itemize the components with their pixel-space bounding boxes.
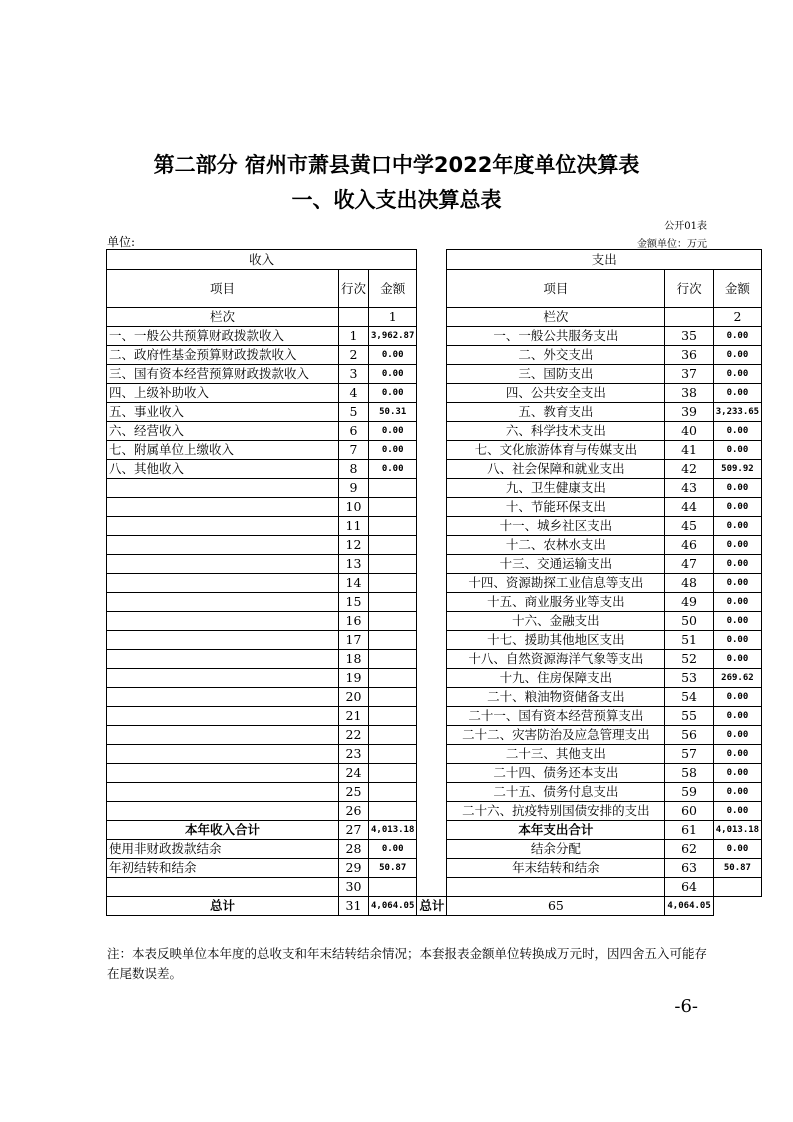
income-item: 本年收入合计 <box>107 821 339 840</box>
expense-amount: 4,013.18 <box>713 821 761 840</box>
expense-item: 二十三、其他支出 <box>447 745 665 764</box>
income-row-no: 11 <box>339 517 369 536</box>
income-row-no: 7 <box>339 441 369 460</box>
income-item <box>107 669 339 688</box>
budget-summary-table <box>106 249 762 916</box>
expense-item: 二、外交支出 <box>447 346 665 365</box>
income-amount <box>369 783 417 802</box>
income-row-no: 13 <box>339 555 369 574</box>
expense-item: 十三、交通运输支出 <box>447 555 665 574</box>
income-item: 总计 <box>107 897 339 916</box>
expense-row-no: 51 <box>665 631 713 650</box>
expense-row-no: 40 <box>665 422 713 441</box>
expense-row-no: 43 <box>665 479 713 498</box>
page-number: -6- <box>674 996 698 1017</box>
income-row-no: 17 <box>339 631 369 650</box>
expense-amount: 0.00 <box>713 365 761 384</box>
expense-amount: 0.00 <box>713 479 761 498</box>
income-item <box>107 707 339 726</box>
expense-item: 五、教育支出 <box>447 403 665 422</box>
income-row-no: 10 <box>339 498 369 517</box>
income-row-no: 18 <box>339 650 369 669</box>
expense-item: 一、一般公共服务支出 <box>447 327 665 346</box>
income-row-no: 2 <box>339 346 369 365</box>
income-amount <box>369 726 417 745</box>
expense-amount: 0.00 <box>713 612 761 631</box>
income-item <box>107 555 339 574</box>
expense-amount-header: 金额 <box>713 270 761 308</box>
income-amount <box>369 631 417 650</box>
income-amount <box>369 574 417 593</box>
expense-row-no: 59 <box>665 783 713 802</box>
income-item <box>107 783 339 802</box>
income-amount: 0.00 <box>369 384 417 403</box>
expense-row-no: 56 <box>665 726 713 745</box>
expense-amount: 3,233.65 <box>713 403 761 422</box>
income-amount <box>369 688 417 707</box>
income-amount: 4,064.05 <box>369 897 417 916</box>
expense-row-no: 58 <box>665 764 713 783</box>
income-row-no: 23 <box>339 745 369 764</box>
expense-col-seq: 栏次 <box>447 308 665 327</box>
income-item <box>107 593 339 612</box>
income-row-no: 14 <box>339 574 369 593</box>
income-row-no: 5 <box>339 403 369 422</box>
income-amount: 0.00 <box>369 346 417 365</box>
income-amount: 0.00 <box>369 460 417 479</box>
income-amount <box>369 878 417 897</box>
income-rowno-empty <box>339 308 369 327</box>
income-row-no: 27 <box>339 821 369 840</box>
expense-row-no: 38 <box>665 384 713 403</box>
expense-item: 十九、住房保障支出 <box>447 669 665 688</box>
income-item: 三、国有资本经营预算财政拨款收入 <box>107 365 339 384</box>
income-row-no: 20 <box>339 688 369 707</box>
expense-row-no: 63 <box>665 859 713 878</box>
income-row-no: 19 <box>339 669 369 688</box>
expense-item: 本年支出合计 <box>447 821 665 840</box>
income-item-header: 项目 <box>107 270 339 308</box>
expense-row-no: 42 <box>665 460 713 479</box>
income-amount: 0.00 <box>369 840 417 859</box>
income-row-no: 22 <box>339 726 369 745</box>
expense-amount: 509.92 <box>713 460 761 479</box>
expense-rowno-header: 行次 <box>665 270 713 308</box>
expense-amount: 0.00 <box>713 707 761 726</box>
income-amount <box>369 669 417 688</box>
expense-item: 十八、自然资源海洋气象等支出 <box>447 650 665 669</box>
expense-amount: 0.00 <box>713 650 761 669</box>
income-item: 四、上级补助收入 <box>107 384 339 403</box>
expense-item: 十一、城乡社区支出 <box>447 517 665 536</box>
table-title: 一、收入支出决算总表 <box>291 188 502 212</box>
expense-amount: 0.00 <box>713 555 761 574</box>
expense-amount: 0.00 <box>713 384 761 403</box>
income-row-no: 29 <box>339 859 369 878</box>
expense-item: 二十六、抗疫特别国债安排的支出 <box>447 802 665 821</box>
expense-rowno-empty <box>665 308 713 327</box>
expense-header: 支出 <box>447 250 762 270</box>
income-row-no: 21 <box>339 707 369 726</box>
income-row-no: 3 <box>339 365 369 384</box>
amount-unit: 金额单位：万元 <box>637 239 707 250</box>
income-row-no: 1 <box>339 327 369 346</box>
expense-amount: 0.00 <box>713 745 761 764</box>
income-row-no: 28 <box>339 840 369 859</box>
income-row-no: 6 <box>339 422 369 441</box>
income-item <box>107 745 339 764</box>
income-item <box>107 517 339 536</box>
income-item: 六、经营收入 <box>107 422 339 441</box>
expense-item: 二十、粮油物资储备支出 <box>447 688 665 707</box>
income-item <box>107 479 339 498</box>
income-amount <box>369 650 417 669</box>
expense-amount: 0.00 <box>713 346 761 365</box>
income-amount-header: 金额 <box>369 270 417 308</box>
income-amount <box>369 745 417 764</box>
expense-amount: 0.00 <box>713 783 761 802</box>
income-col-seq: 栏次 <box>107 308 339 327</box>
expense-amount: 4,064.05 <box>665 897 713 916</box>
income-item <box>107 650 339 669</box>
expense-row-no: 53 <box>665 669 713 688</box>
income-item <box>107 498 339 517</box>
footnote: 注：本表反映单位本年度的总收支和年末结转结余情况；本套报表金额单位转换成万元时，因四舍五入可能存在尾数误差。 <box>107 946 708 981</box>
expense-amount: 0.00 <box>713 726 761 745</box>
expense-amount: 0.00 <box>713 441 761 460</box>
expense-row-no: 55 <box>665 707 713 726</box>
income-amount <box>369 555 417 574</box>
income-item <box>107 688 339 707</box>
income-amount <box>369 612 417 631</box>
expense-item: 六、科学技术支出 <box>447 422 665 441</box>
income-amount: 0.00 <box>369 441 417 460</box>
expense-row-no: 54 <box>665 688 713 707</box>
income-amount <box>369 764 417 783</box>
income-item <box>107 536 339 555</box>
income-item: 使用非财政拨款结余 <box>107 840 339 859</box>
expense-row-no: 62 <box>665 840 713 859</box>
income-amount: 50.31 <box>369 403 417 422</box>
income-row-no: 31 <box>339 897 369 916</box>
expense-row-no: 41 <box>665 441 713 460</box>
income-item: 年初结转和结余 <box>107 859 339 878</box>
income-rowno-header: 行次 <box>339 270 369 308</box>
expense-item: 四、公共安全支出 <box>447 384 665 403</box>
expense-row-no: 49 <box>665 593 713 612</box>
expense-row-no: 64 <box>665 878 713 897</box>
expense-amount: 0.00 <box>713 802 761 821</box>
expense-item: 三、国防支出 <box>447 365 665 384</box>
income-amount: 50.87 <box>369 859 417 878</box>
income-item <box>107 802 339 821</box>
income-item: 一、一般公共预算财政拨款收入 <box>107 327 339 346</box>
income-item <box>107 878 339 897</box>
income-row-no: 12 <box>339 536 369 555</box>
expense-item: 七、文化旅游体育与传媒支出 <box>447 441 665 460</box>
expense-amount: 0.00 <box>713 536 761 555</box>
expense-row-no: 61 <box>665 821 713 840</box>
unit-label: 单位: <box>107 235 136 249</box>
expense-row-no: 46 <box>665 536 713 555</box>
income-row-no: 15 <box>339 593 369 612</box>
income-item <box>107 574 339 593</box>
income-amount <box>369 479 417 498</box>
income-item: 五、事业收入 <box>107 403 339 422</box>
expense-row-no: 52 <box>665 650 713 669</box>
expense-row-no: 60 <box>665 802 713 821</box>
income-row-no: 26 <box>339 802 369 821</box>
expense-item: 二十五、债务付息支出 <box>447 783 665 802</box>
expense-item: 十七、援助其他地区支出 <box>447 631 665 650</box>
expense-item-header: 项目 <box>447 270 665 308</box>
expense-amount: 50.87 <box>713 859 761 878</box>
expense-row-no: 57 <box>665 745 713 764</box>
expense-item: 二十一、国有资本经营预算支出 <box>447 707 665 726</box>
expense-amount: 0.00 <box>713 422 761 441</box>
expense-item: 十六、金融支出 <box>447 612 665 631</box>
income-item <box>107 726 339 745</box>
income-item <box>107 612 339 631</box>
expense-row-no: 36 <box>665 346 713 365</box>
income-item <box>107 631 339 650</box>
column-gap <box>417 250 447 897</box>
expense-amount: 0.00 <box>713 498 761 517</box>
expense-amount: 0.00 <box>713 631 761 650</box>
income-row-no: 25 <box>339 783 369 802</box>
income-amount: 0.00 <box>369 365 417 384</box>
page-title: 第二部分 宿州市萧县黄口中学2022年度单位决算表 <box>153 153 640 177</box>
expense-item: 九、卫生健康支出 <box>447 479 665 498</box>
income-header: 收入 <box>107 250 417 270</box>
income-row-no: 4 <box>339 384 369 403</box>
expense-row-no: 39 <box>665 403 713 422</box>
income-row-no: 24 <box>339 764 369 783</box>
income-amount <box>369 593 417 612</box>
income-amount <box>369 517 417 536</box>
expense-row-no: 44 <box>665 498 713 517</box>
income-amount <box>369 707 417 726</box>
income-amount: 4,013.18 <box>369 821 417 840</box>
expense-amount: 0.00 <box>713 593 761 612</box>
expense-amount: 0.00 <box>713 688 761 707</box>
expense-amount: 0.00 <box>713 327 761 346</box>
expense-row-no: 37 <box>665 365 713 384</box>
expense-amount: 269.62 <box>713 669 761 688</box>
income-row-no: 9 <box>339 479 369 498</box>
expense-item: 年末结转和结余 <box>447 859 665 878</box>
income-amount: 0.00 <box>369 422 417 441</box>
income-item: 八、其他收入 <box>107 460 339 479</box>
income-col-1: 1 <box>369 308 417 327</box>
table-row <box>107 897 762 916</box>
income-amount <box>369 802 417 821</box>
expense-row-no: 48 <box>665 574 713 593</box>
income-amount <box>369 536 417 555</box>
income-item <box>107 764 339 783</box>
expense-row-no: 50 <box>665 612 713 631</box>
expense-amount: 0.00 <box>713 840 761 859</box>
income-item: 二、政府性基金预算财政拨款收入 <box>107 346 339 365</box>
income-amount: 3,962.87 <box>369 327 417 346</box>
expense-amount: 0.00 <box>713 764 761 783</box>
expense-item: 十五、商业服务业等支出 <box>447 593 665 612</box>
expense-item: 八、社会保障和就业支出 <box>447 460 665 479</box>
expense-amount <box>713 878 761 897</box>
expense-item: 十、节能环保支出 <box>447 498 665 517</box>
expense-item: 十四、资源勘探工业信息等支出 <box>447 574 665 593</box>
form-number: 公开01表 <box>664 221 707 232</box>
expense-item: 结余分配 <box>447 840 665 859</box>
expense-row-no: 45 <box>665 517 713 536</box>
income-amount <box>369 498 417 517</box>
expense-item: 二十四、债务还本支出 <box>447 764 665 783</box>
expense-col-2: 2 <box>713 308 761 327</box>
income-item: 七、附属单位上缴收入 <box>107 441 339 460</box>
income-row-no: 30 <box>339 878 369 897</box>
expense-item: 十二、农林水支出 <box>447 536 665 555</box>
expense-item: 二十二、灾害防治及应急管理支出 <box>447 726 665 745</box>
expense-item <box>447 878 665 897</box>
expense-amount: 0.00 <box>713 574 761 593</box>
expense-row-no: 65 <box>447 897 665 916</box>
expense-item: 总计 <box>417 897 447 916</box>
expense-row-no: 35 <box>665 327 713 346</box>
income-row-no: 16 <box>339 612 369 631</box>
expense-amount: 0.00 <box>713 517 761 536</box>
income-row-no: 8 <box>339 460 369 479</box>
expense-row-no: 47 <box>665 555 713 574</box>
